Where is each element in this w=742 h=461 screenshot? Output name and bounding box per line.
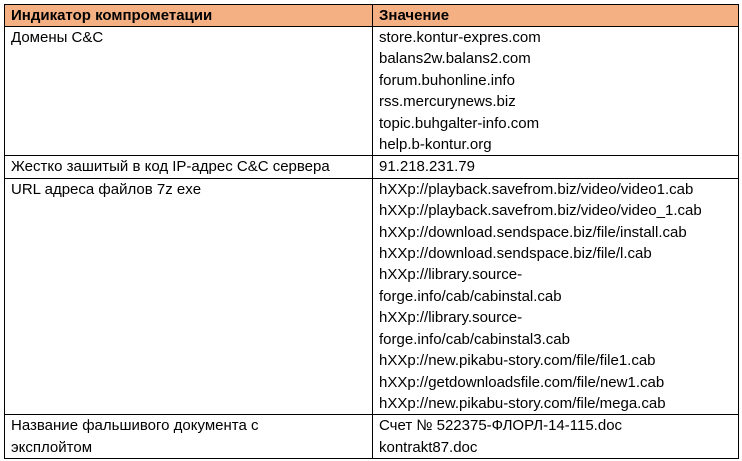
domain-value: balans2w.balans2.com [379,50,531,68]
url-value: hXXp://new.pikabu-story.com/file/file1.cab [379,352,656,370]
url-value: hXXp://library.source- [379,309,523,327]
table-row [5,178,739,414]
domain-value: forum.buhonline.info [379,71,515,89]
url-value: hXXp://library.source- [379,266,523,284]
indicator-cell: Жестко зашитый в код IP-адрес C&C сервера [5,156,373,178]
indicator-cell: URL адреса файлов 7z exe [5,178,373,414]
indicator-cell: Домены C&C [5,27,373,156]
domain-value: store.kontur-expres.com [379,29,541,46]
indicator-line: Название фальшивого документа с [11,417,259,435]
domain-value: topic.buhgalter-info.com [379,114,540,132]
table-row [5,415,739,459]
header-indicator: Индикатор компрометации [5,5,373,27]
document-name-value: Счет № 522375-ФЛОРЛ-14-115.doc [379,417,623,435]
header-value: Значение [373,5,739,27]
ioc-table-container [4,4,738,459]
value-cell [373,156,739,178]
ip-value: 91.218.231.79 [379,158,475,176]
table-row [5,156,739,178]
url-value: hXXp://download.sendspace.biz/file/install.cab [379,223,687,241]
table-header-row [5,5,739,27]
ioc-table [4,4,739,459]
value-cell [373,27,739,156]
url-value: forge.info/cab/cabinstal.cab [379,287,562,305]
domain-value: help.b-kontur.org [379,136,492,154]
table-row [5,27,739,156]
url-value: hXXp://new.pikabu-story.com/file/mega.cab [379,394,666,412]
value-cell [373,178,739,414]
url-value: hXXp://download.sendspace.biz/file/l.cab [379,245,652,263]
url-value: forge.info/cab/cabinstal3.cab [379,330,570,348]
document-name-value: kontrakt87.doc [379,438,478,456]
domain-value: rss.mercurynews.biz [379,93,516,111]
value-cell [373,415,739,459]
indicator-line: эксплойтом [11,438,93,456]
url-value: hXXp://playback.savefrom.biz/video/video1.cab [379,180,694,198]
url-value: hXXp://playback.savefrom.biz/video/video_1.cab [379,202,702,220]
indicator-cell [5,415,373,459]
url-value: hXXp://getdownloadsfile.com/file/new1.cab [379,373,665,391]
